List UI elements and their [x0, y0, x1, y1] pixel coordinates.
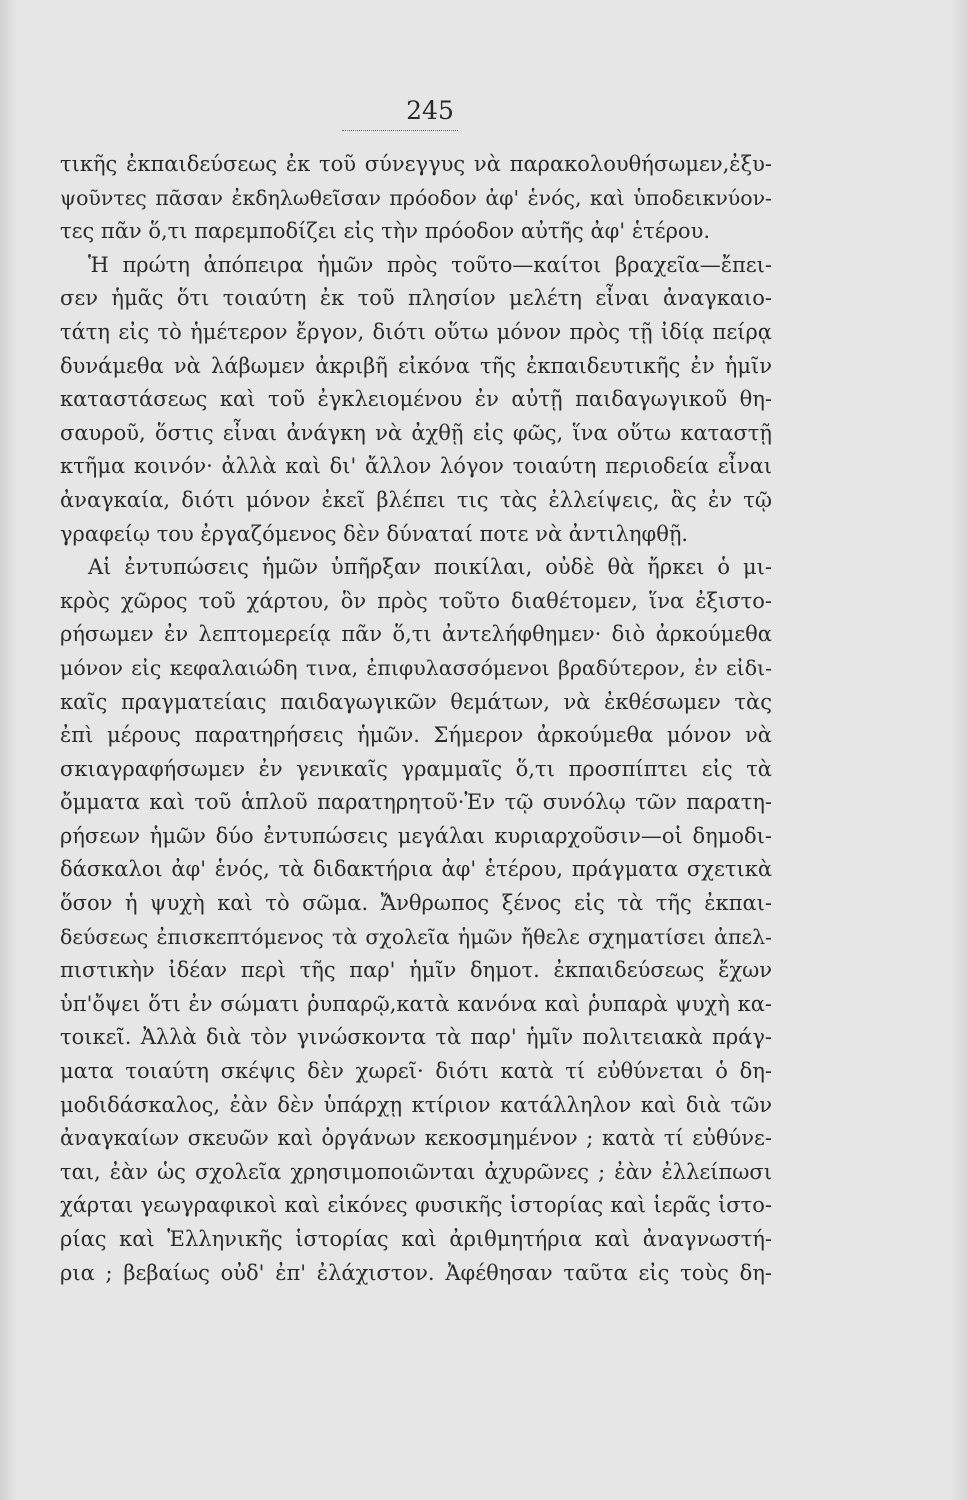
text-line: δεύσεως ἐπισκεπτόμενος τὰ σχολεῖα ἡμῶν ἤθελε σχηματίσει ἀπελ- — [60, 924, 772, 949]
text-line: μόνον εἰς κεφαλαιώδη τινα, ἐπιφυλασσόμενοι βραδύτερον, ἐν εἰδι- — [60, 655, 772, 680]
text-line: καταστάσεως καὶ τοῦ ἐγκλειομένου ἐν αὐτῇ παιδαγωγικοῦ θη- — [60, 387, 772, 412]
text-line: ψοῦντες πᾶσαν ἐκδηλωθεῖσαν πρόοδον ἀφ' ἑνός, καὶ ὑποδεικνύον- — [60, 185, 772, 210]
text-line: ρίας καὶ Ἑλληνικῆς ἱστορίας καὶ ἀριθμητήρια καὶ ἀναγνωστή- — [60, 1227, 772, 1251]
text-line: τοικεῖ. Ἀλλὰ διὰ τὸν γινώσκοντα τὰ παρ' ἡμῖν πολιτειακὰ πράγ- — [60, 1025, 772, 1050]
text-line: ρήσεων ἡμῶν δύο ἐντυπώσεις μεγάλαι κυριαρχοῦσιν—οἱ δημοδι- — [60, 823, 772, 848]
text-line: καῖς πραγματείαις παιδαγωγικῶν θεμάτων, νὰ ἐκθέσωμεν τὰς — [60, 689, 772, 714]
text-line: Αἱ ἐντυπώσεις ἡμῶν ὑπῆρξαν ποικίλαι, οὐδὲ θὰ ἤρκει ὁ μι- — [88, 555, 772, 580]
text-line: ὄμματα καὶ τοῦ ἁπλοῦ παρατηρητοῦ·Ἐν τῷ συνόλῳ τῶν παρατη- — [60, 790, 772, 815]
text-line: μοδιδάσκαλος, ἐὰν δὲν ὑπάρχῃ κτίριον κατάλληλον καὶ διὰ τῶν — [60, 1092, 772, 1117]
text-line: δυνάμεθα νὰ λάβωμεν ἀκριβῆ εἰκόνα τῆς ἐκπαιδευτικῆς ἐν ἡμῖν — [60, 353, 772, 378]
text-line: ται, ἐὰν ὡς σχολεῖα χρησιμοποιῶνται ἀχυρῶνες ; ἐὰν ἐλλείπωσι — [60, 1159, 772, 1184]
text-line: ρια ; βεβαίως οὐδ' ἐπ' ἐλάχιστον. Ἀφέθησαν ταῦτα εἰς τοὺς δη- — [60, 1260, 772, 1285]
page-number-rule — [342, 130, 458, 131]
text-line: ὅσον ἡ ψυχὴ καὶ τὸ σῶμα. Ἄνθρωπος ξένος εἰς τὰ τῆς ἐκπαι- — [60, 891, 772, 916]
text-line: τες πᾶν ὅ,τι παρεμποδίζει εἰς τὴν πρόοδον αὐτῆς ἀφ' ἑτέρου. — [60, 219, 711, 244]
text-line: σκιαγραφήσωμεν ἐν γενικαῖς γραμμαῖς ὅ,τι προσπίπτει εἰς τὰ — [60, 756, 772, 781]
text-line: ρήσωμεν ἐν λεπτομερείᾳ πᾶν ὅ,τι ἀντελήφθημεν· διὸ ἀρκούμεθα — [60, 622, 772, 647]
text-line: σαυροῦ, ὅστις εἶναι ἀνάγκη νὰ ἀχθῇ εἰς φῶς, ἵνα οὕτω καταστῇ — [60, 420, 772, 445]
text-line: κτῆμα κοινόν· ἀλλὰ καὶ δι' ἄλλον λόγον τοιαύτη περιοδεία εἶναι — [60, 454, 772, 479]
text-line: πιστικὴν ἰδέαν περὶ τῆς παρ' ἡμῖν δημοτ. ἐκπαιδεύσεως ἔχων — [60, 958, 772, 983]
text-line: σεν ἡμᾶς ὅτι τοιαύτη ἐκ τοῦ πλησίον μελέτη εἶναι ἀναγκαιο- — [60, 286, 772, 311]
text-line: δάσκαλοι ἀφ' ἑνός, τὰ διδακτήρια ἀφ' ἑτέρου, πράγματα σχετικὰ — [60, 857, 772, 882]
text-line: χάρται γεωγραφικοὶ καὶ εἰκόνες φυσικῆς ἱστορίας καὶ ἱερᾶς ἱστο- — [60, 1193, 772, 1218]
text-line: ἀναγκαίων σκευῶν καὶ ὀργάνων κεκοσμημένον ; κατὰ τί εὐθύνε- — [60, 1126, 772, 1151]
text-line: ματα τοιαύτη σκέψις δὲν χωρεῖ· διότι κατὰ τί εὐθύνεται ὁ δη- — [60, 1059, 772, 1084]
page-edge-right — [950, 0, 968, 1500]
page-number: 245 — [406, 96, 454, 125]
text-line: Ἡ πρώτη ἀπόπειρα ἡμῶν πρὸς τοῦτο—καίτοι βραχεῖα—ἔπει- — [88, 252, 772, 277]
text-line: ἀναγκαία, διότι μόνον ἐκεῖ βλέπει τις τὰς ἐλλείψεις, ἃς ἐν τῷ — [60, 487, 772, 512]
text-line: κρὸς χῶρος τοῦ χάρτου, ὃν πρὸς τοῦτο διαθέτομεν, ἵνα ἐξιστο- — [60, 588, 772, 613]
text-line: γραφείῳ του ἐργαζόμενος δὲν δύναταί ποτε νὰ ἀντιληφθῇ. — [60, 521, 689, 546]
page-edge-left — [0, 0, 18, 1500]
text-line: τικῆς ἐκπαιδεύσεως ἐκ τοῦ σύνεγγυς νὰ παρακολουθήσωμεν,ἐξυ- — [60, 152, 772, 176]
text-line: ὑπ'ὄψει ὅτι ἐν σώματι ῥυπαρῷ,κατὰ κανόνα καὶ ῥυπαρὰ ψυχὴ κα- — [60, 991, 772, 1016]
text-line: τάτη εἰς τὸ ἡμέτερον ἔργον, διότι οὕτω μόνον πρὸς τῇ ἰδίᾳ πείρᾳ — [60, 319, 772, 344]
body-text — [60, 148, 772, 1290]
text-line: ἐπὶ μέρους παρατηρήσεις ἡμῶν. Σήμερον ἀρκούμεθα μόνον νὰ — [60, 723, 772, 748]
